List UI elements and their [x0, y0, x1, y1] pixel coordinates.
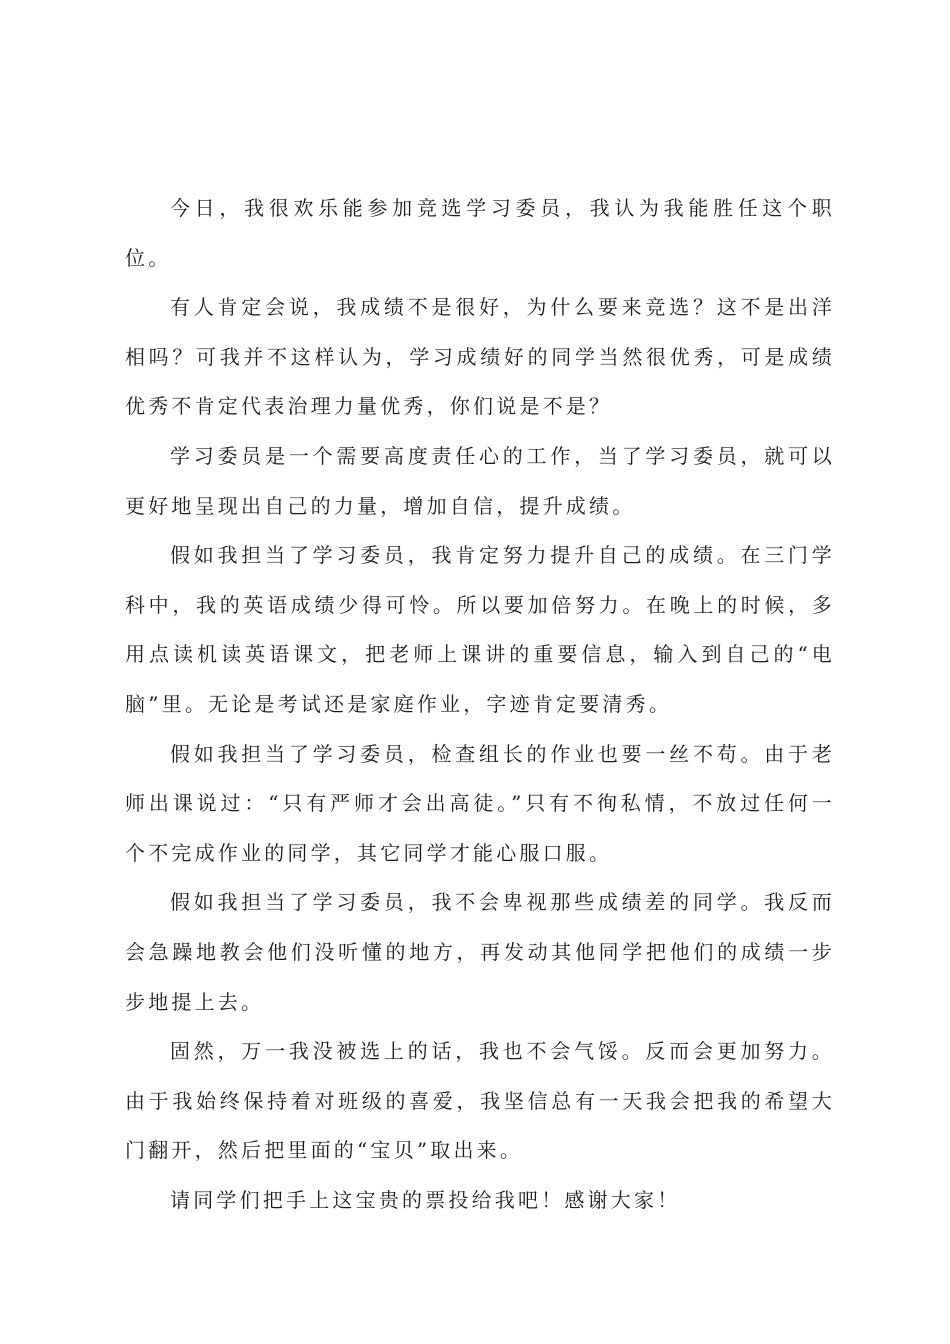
paragraph-4: 假如我担当了学习委员，我肯定努力提升自己的成绩。在三门学科中，我的英语成绩少得可怜。所以要加倍努力。在晚上的时候，多用点读机读英语课文，把老师上课讲的重要信息，输入到自己的“电脑”里。无论是考试还是家庭作业，字迹肯定要清秀。 [125, 543, 835, 716]
paragraph-1: 今日，我很欢乐能参加竞选学习委员，我认为我能胜任这个职位。 [125, 196, 835, 270]
paragraph-5: 假如我担当了学习委员，检查组长的作业也要一丝不苟。由于老师出课说过：“只有严师才会出高徒。”只有不徇私情，不放过任何一个不完成作业的同学，其它同学才能心服口服。 [125, 741, 835, 865]
paragraph-3: 学习委员是一个需要高度责任心的工作，当了学习委员，就可以更好地呈现出自己的力量，增加自信，提升成绩。 [125, 443, 835, 518]
speech-body [125, 184, 835, 1225]
paragraph-6: 假如我担当了学习委员，我不会卑视那些成绩差的同学。我反而会急躁地教会他们没听懂的地方，再发动其他同学把他们的成绩一步步地提上去。 [125, 890, 835, 1014]
paragraph-7: 固然，万一我没被选上的话，我也不会气馁。反而会更加努力。由于我始终保持着对班级的喜爱，我坚信总有一天我会把我的希望大门翻开，然后把里面的“宝贝”取出来。 [125, 1039, 835, 1163]
paragraph-2: 有人肯定会说，我成绩不是很好，为什么要来竞选？这不是出洋相吗？可我并不这样认为，学习成绩好的同学当然很优秀，可是成绩优秀不肯定代表治理力量优秀，你们说是不是？ [125, 295, 835, 419]
paragraph-8: 请同学们把手上这宝贵的票投给我吧！感谢大家！ [170, 1187, 681, 1212]
